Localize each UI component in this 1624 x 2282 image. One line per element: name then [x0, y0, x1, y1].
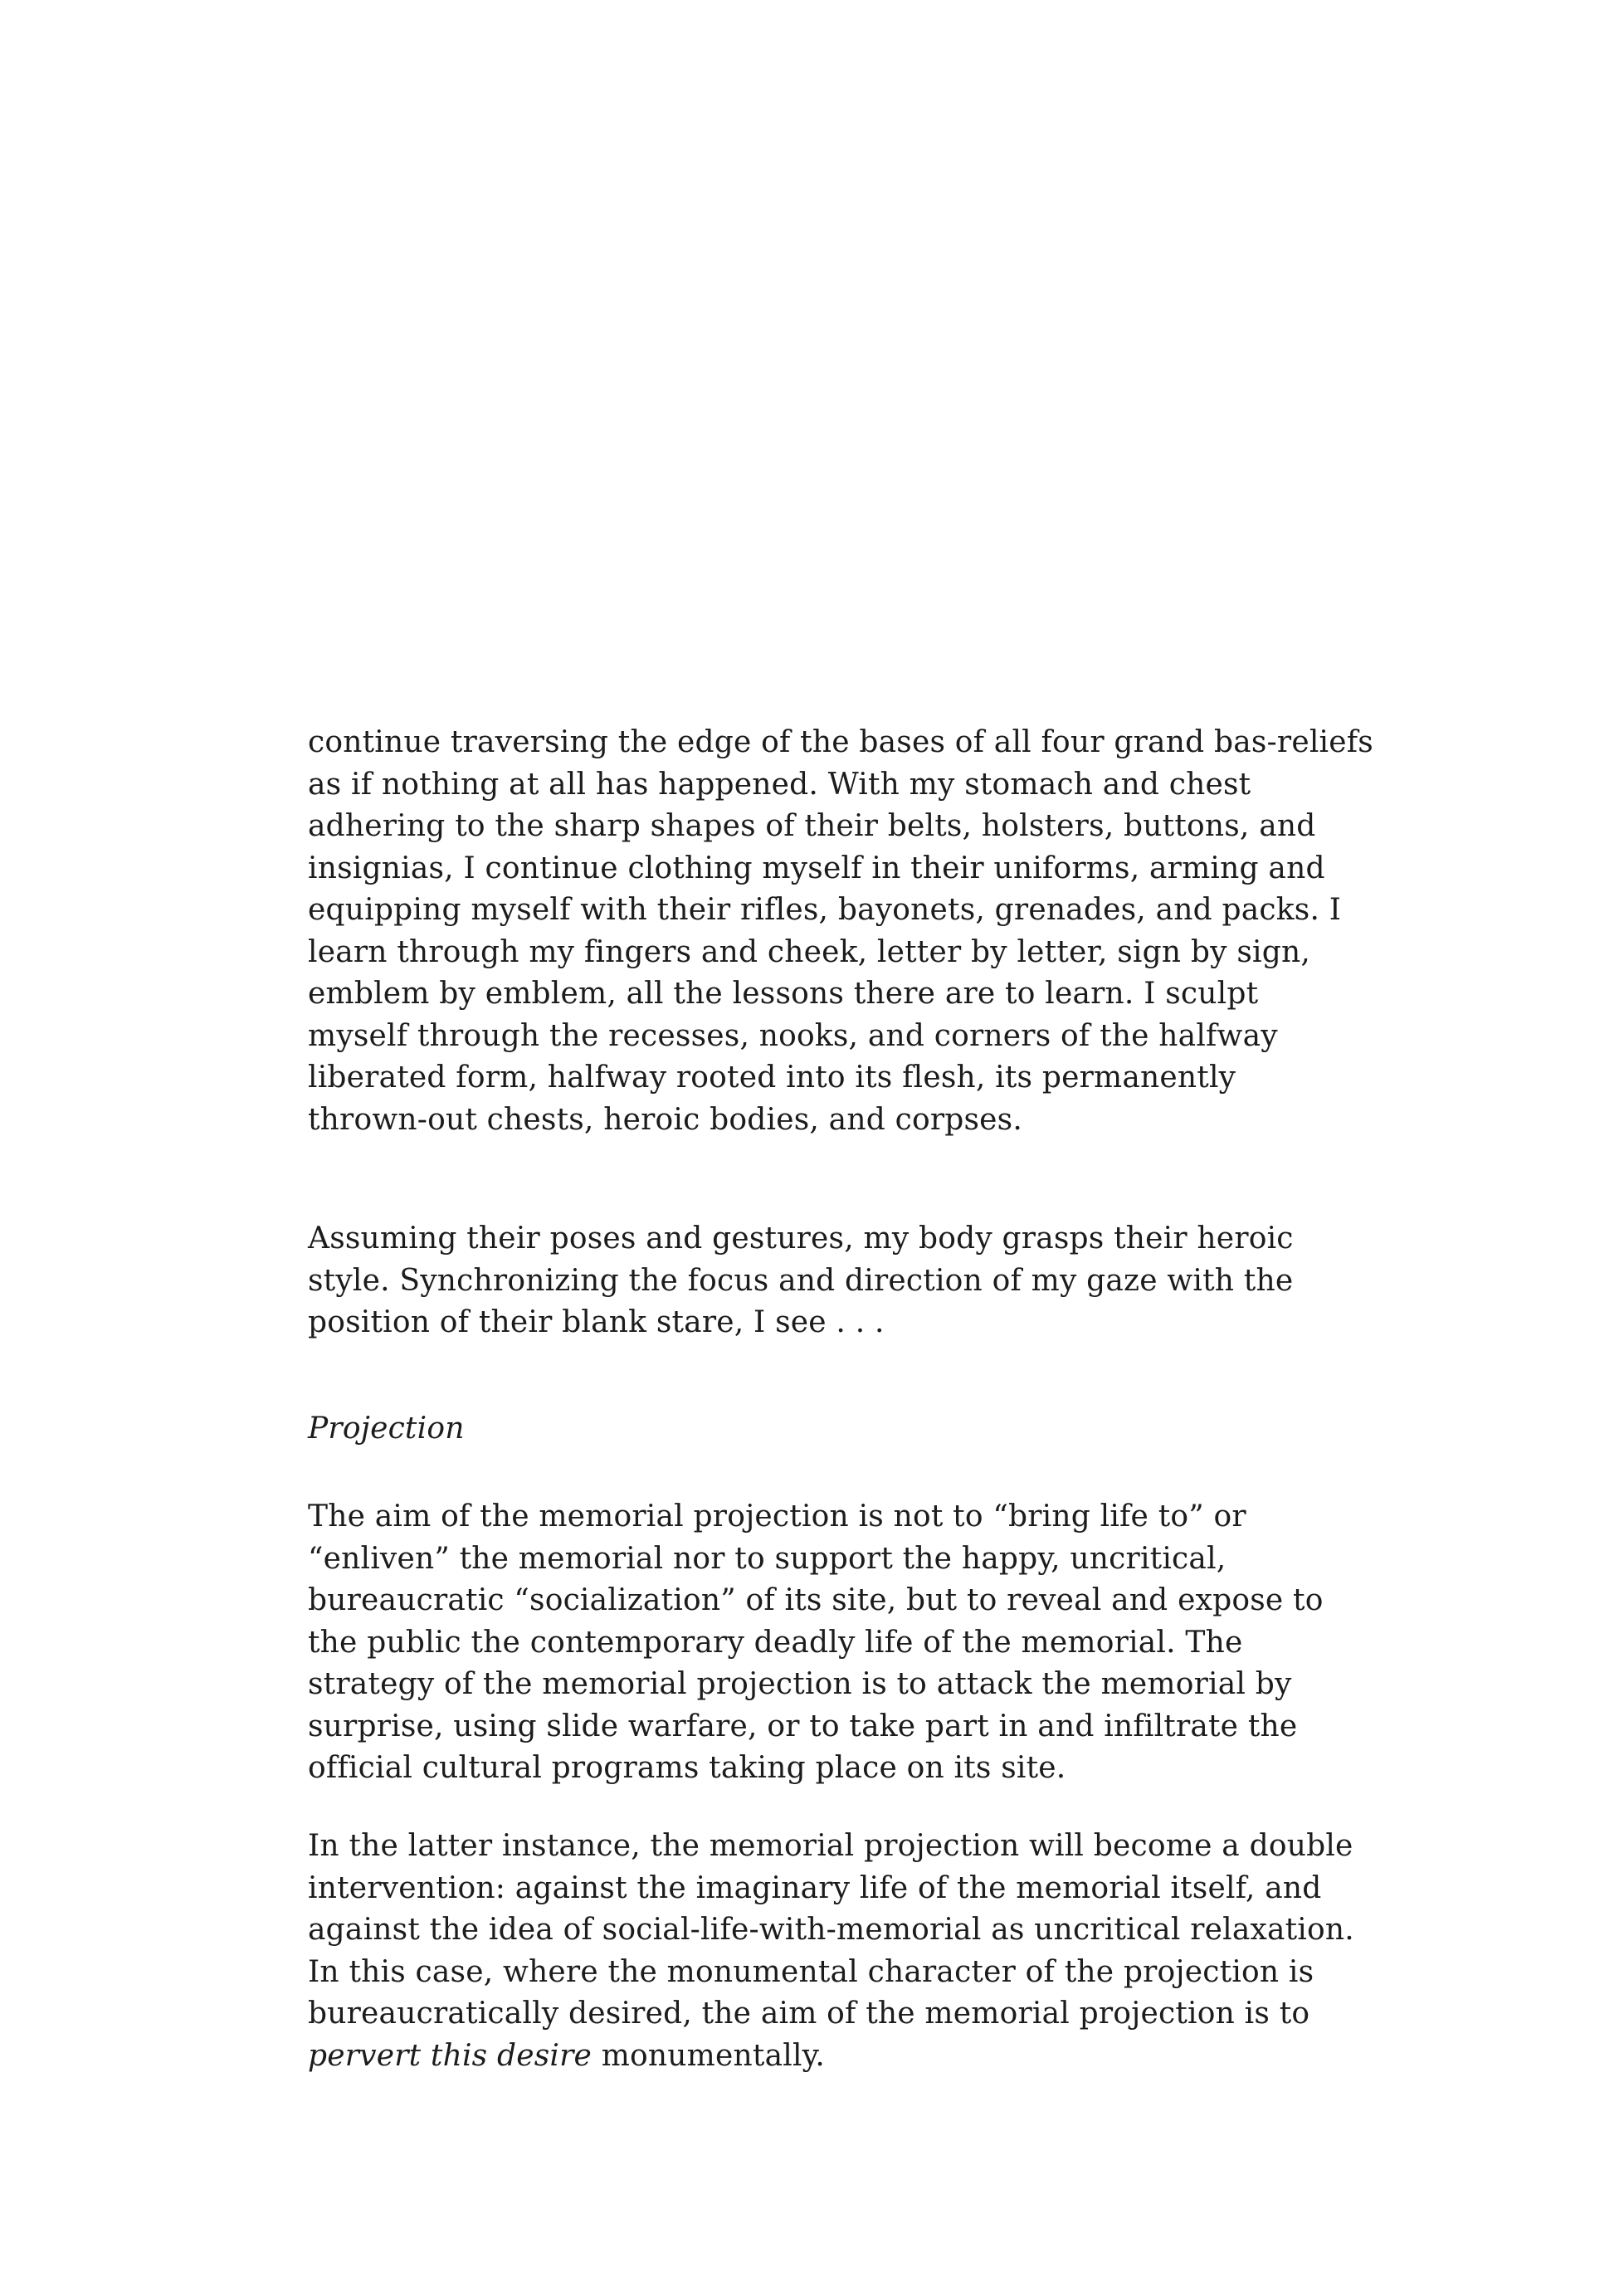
text-line: strategy of the memorial projection is to attack the memorial by	[308, 1667, 1292, 1701]
text-line-final	[308, 2036, 1329, 2078]
text-line: against the idea of social-life-with-memorial as uncritical relaxation.	[308, 1913, 1354, 1947]
text-line: the public the contemporary deadly life of the memorial. The	[308, 1625, 1243, 1660]
text-line: continue traversing the edge of the bases of all four grand bas-reliefs	[308, 725, 1373, 759]
text-line: In this case, where the monumental character of the projection is	[308, 1954, 1314, 1989]
text-line: style. Synchronizing the focus and direction of my gaze with the	[308, 1263, 1294, 1298]
paragraph-poses	[308, 1218, 1329, 1344]
text-line: myself through the recesses, nooks, and corners of the halfway	[308, 1018, 1278, 1053]
text-line: “enliven” the memorial nor to support the happy, uncritical,	[308, 1541, 1227, 1576]
text-line: Assuming their poses and gestures, my body grasps their heroic	[308, 1221, 1294, 1256]
text-line: learn through my fingers and cheek, letter by letter, sign by sign,	[308, 934, 1311, 969]
text-line: bureaucratically desired, the aim of the memorial projection is to	[308, 1997, 1310, 2031]
text-line: as if nothing at all has happened. With my stomach and chest	[308, 767, 1251, 802]
emphasis-text: pervert this desire	[308, 2038, 593, 2073]
text-line: In the latter instance, the memorial projection will become a double	[308, 1829, 1353, 1863]
text-line: official cultural programs taking place on its site.	[308, 1751, 1066, 1785]
text-line: equipping myself with their rifles, bayonets, grenades, and packs. I	[308, 893, 1342, 927]
paragraph-latter-instance	[308, 1826, 1354, 2077]
text-line: bureaucratic “socialization” of its site, but to reveal and expose to	[308, 1583, 1324, 1617]
section-heading: Projection	[308, 1412, 465, 1446]
paragraph-aim	[308, 1496, 1329, 1790]
text-line: position of their blank stare, I see . . .	[308, 1305, 885, 1339]
text-line: intervention: against the imaginary life of the memorial itself, and	[308, 1870, 1322, 1905]
paragraph-traversing	[308, 722, 1373, 1141]
text-line: The aim of the memorial projection is not to “bring life to” or	[308, 1499, 1246, 1534]
text-line: surprise, using slide warfare, or to take part in and infiltrate the	[308, 1709, 1298, 1743]
text-line: thrown-out chests, heroic bodies, and corpses.	[308, 1102, 1022, 1137]
text-line: emblem by emblem, all the lessons there are to learn. I sculpt	[308, 977, 1259, 1011]
text-fragment: monumentally.	[592, 2038, 826, 2073]
text-line: adhering to the sharp shapes of their belts, holsters, buttons, and	[308, 809, 1316, 843]
text-line: insignias, I continue clothing myself in their uniforms, arming and	[308, 851, 1325, 885]
section-heading-block	[308, 1408, 1329, 1451]
text-line: liberated form, halfway rooted into its flesh, its permanently	[308, 1061, 1236, 1095]
